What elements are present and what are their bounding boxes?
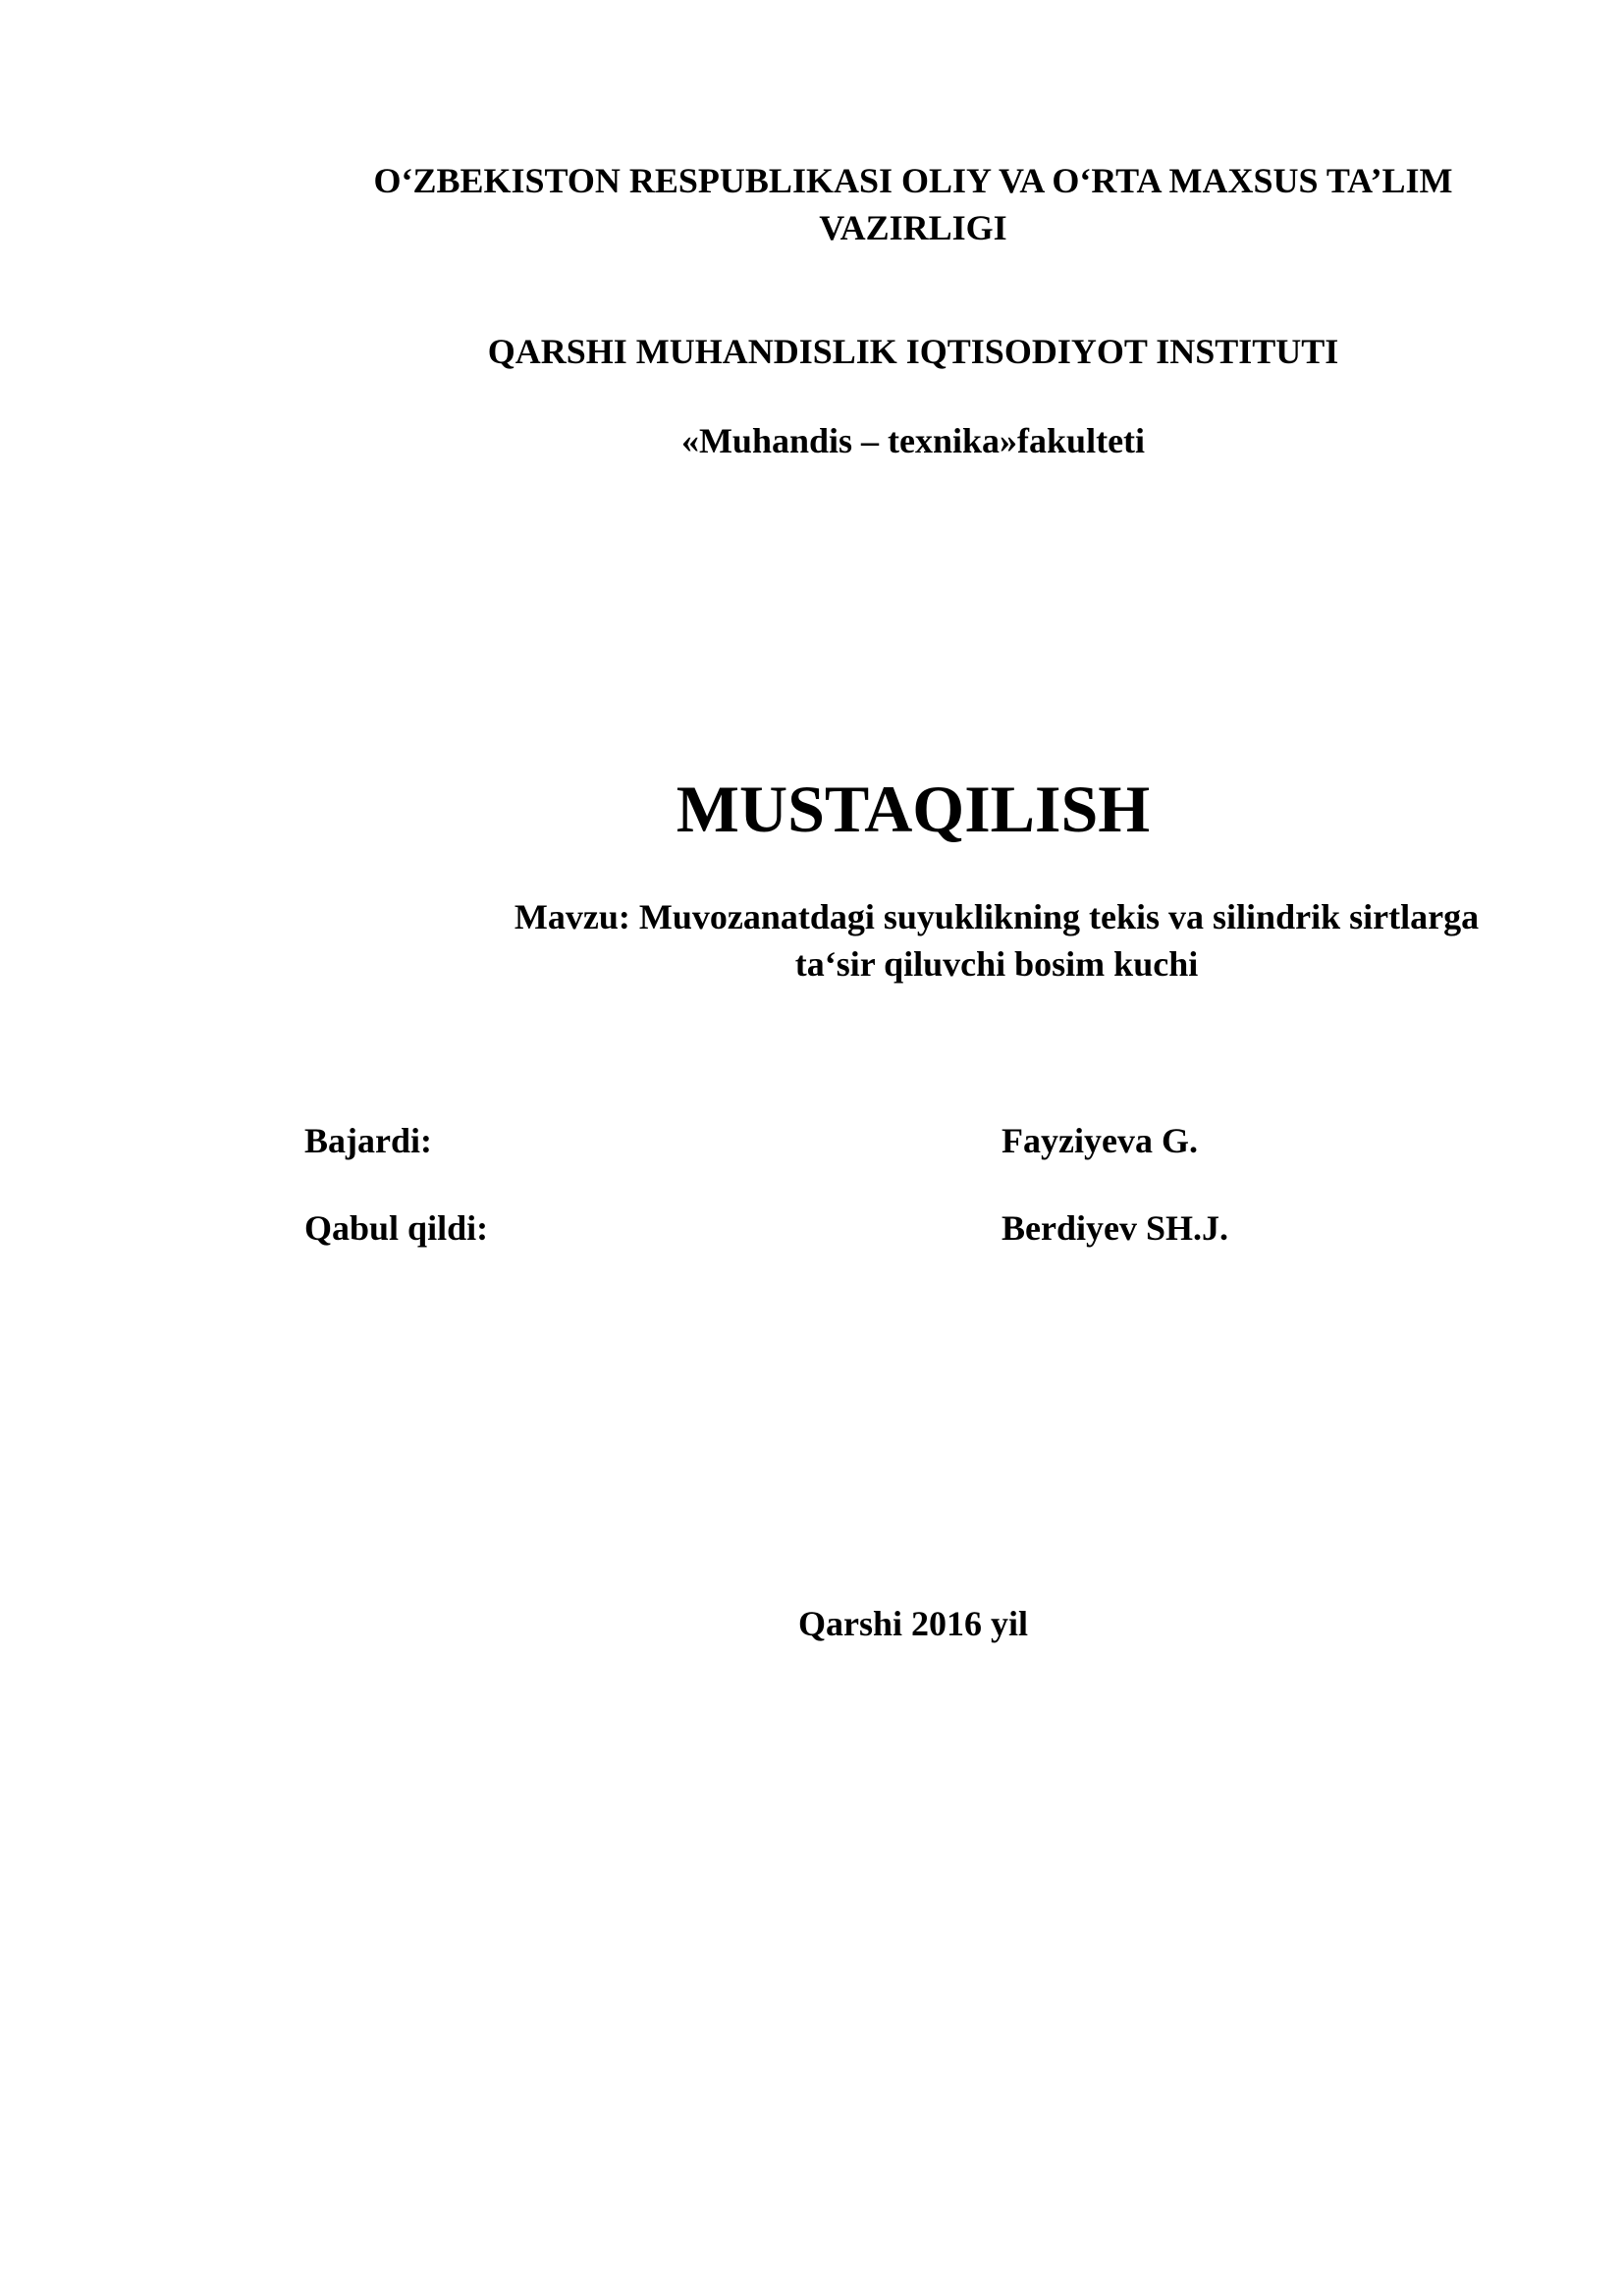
place-year: Qarshi 2016 yil	[797, 1604, 1029, 1643]
ministry-heading	[295, 157, 1532, 251]
ministry-line-1: O‘ZBEKISTON RESPUBLIKASI OLIY VA O‘RTA MAXSUS TA’LIM	[373, 161, 1453, 200]
institute-name: QARSHI MUHANDISLIK IQTISODIYOT INSTITUTI	[487, 332, 1339, 371]
performed-by-name: Fayziyeva G.	[1001, 1121, 1198, 1160]
document-title: MUSTAQILISH	[676, 772, 1151, 846]
ministry-line-2: VAZIRLIGI	[819, 208, 1007, 247]
performed-by-label: Bajardi:	[304, 1121, 432, 1160]
topic-heading	[461, 893, 1532, 988]
accepted-by-label: Qabul qildi:	[304, 1208, 489, 1248]
topic-line-1: Mavzu: Muvozanatdagi suyuklikning tekis va silindrik sirtlarga	[514, 897, 1480, 936]
topic-line-2: ta‘sir qiluvchi bosim kuchi	[794, 944, 1199, 984]
faculty-name: «Muhandis – texnika»fakulteti	[680, 421, 1146, 460]
accepted-by-name: Berdiyev SH.J.	[1001, 1208, 1228, 1248]
